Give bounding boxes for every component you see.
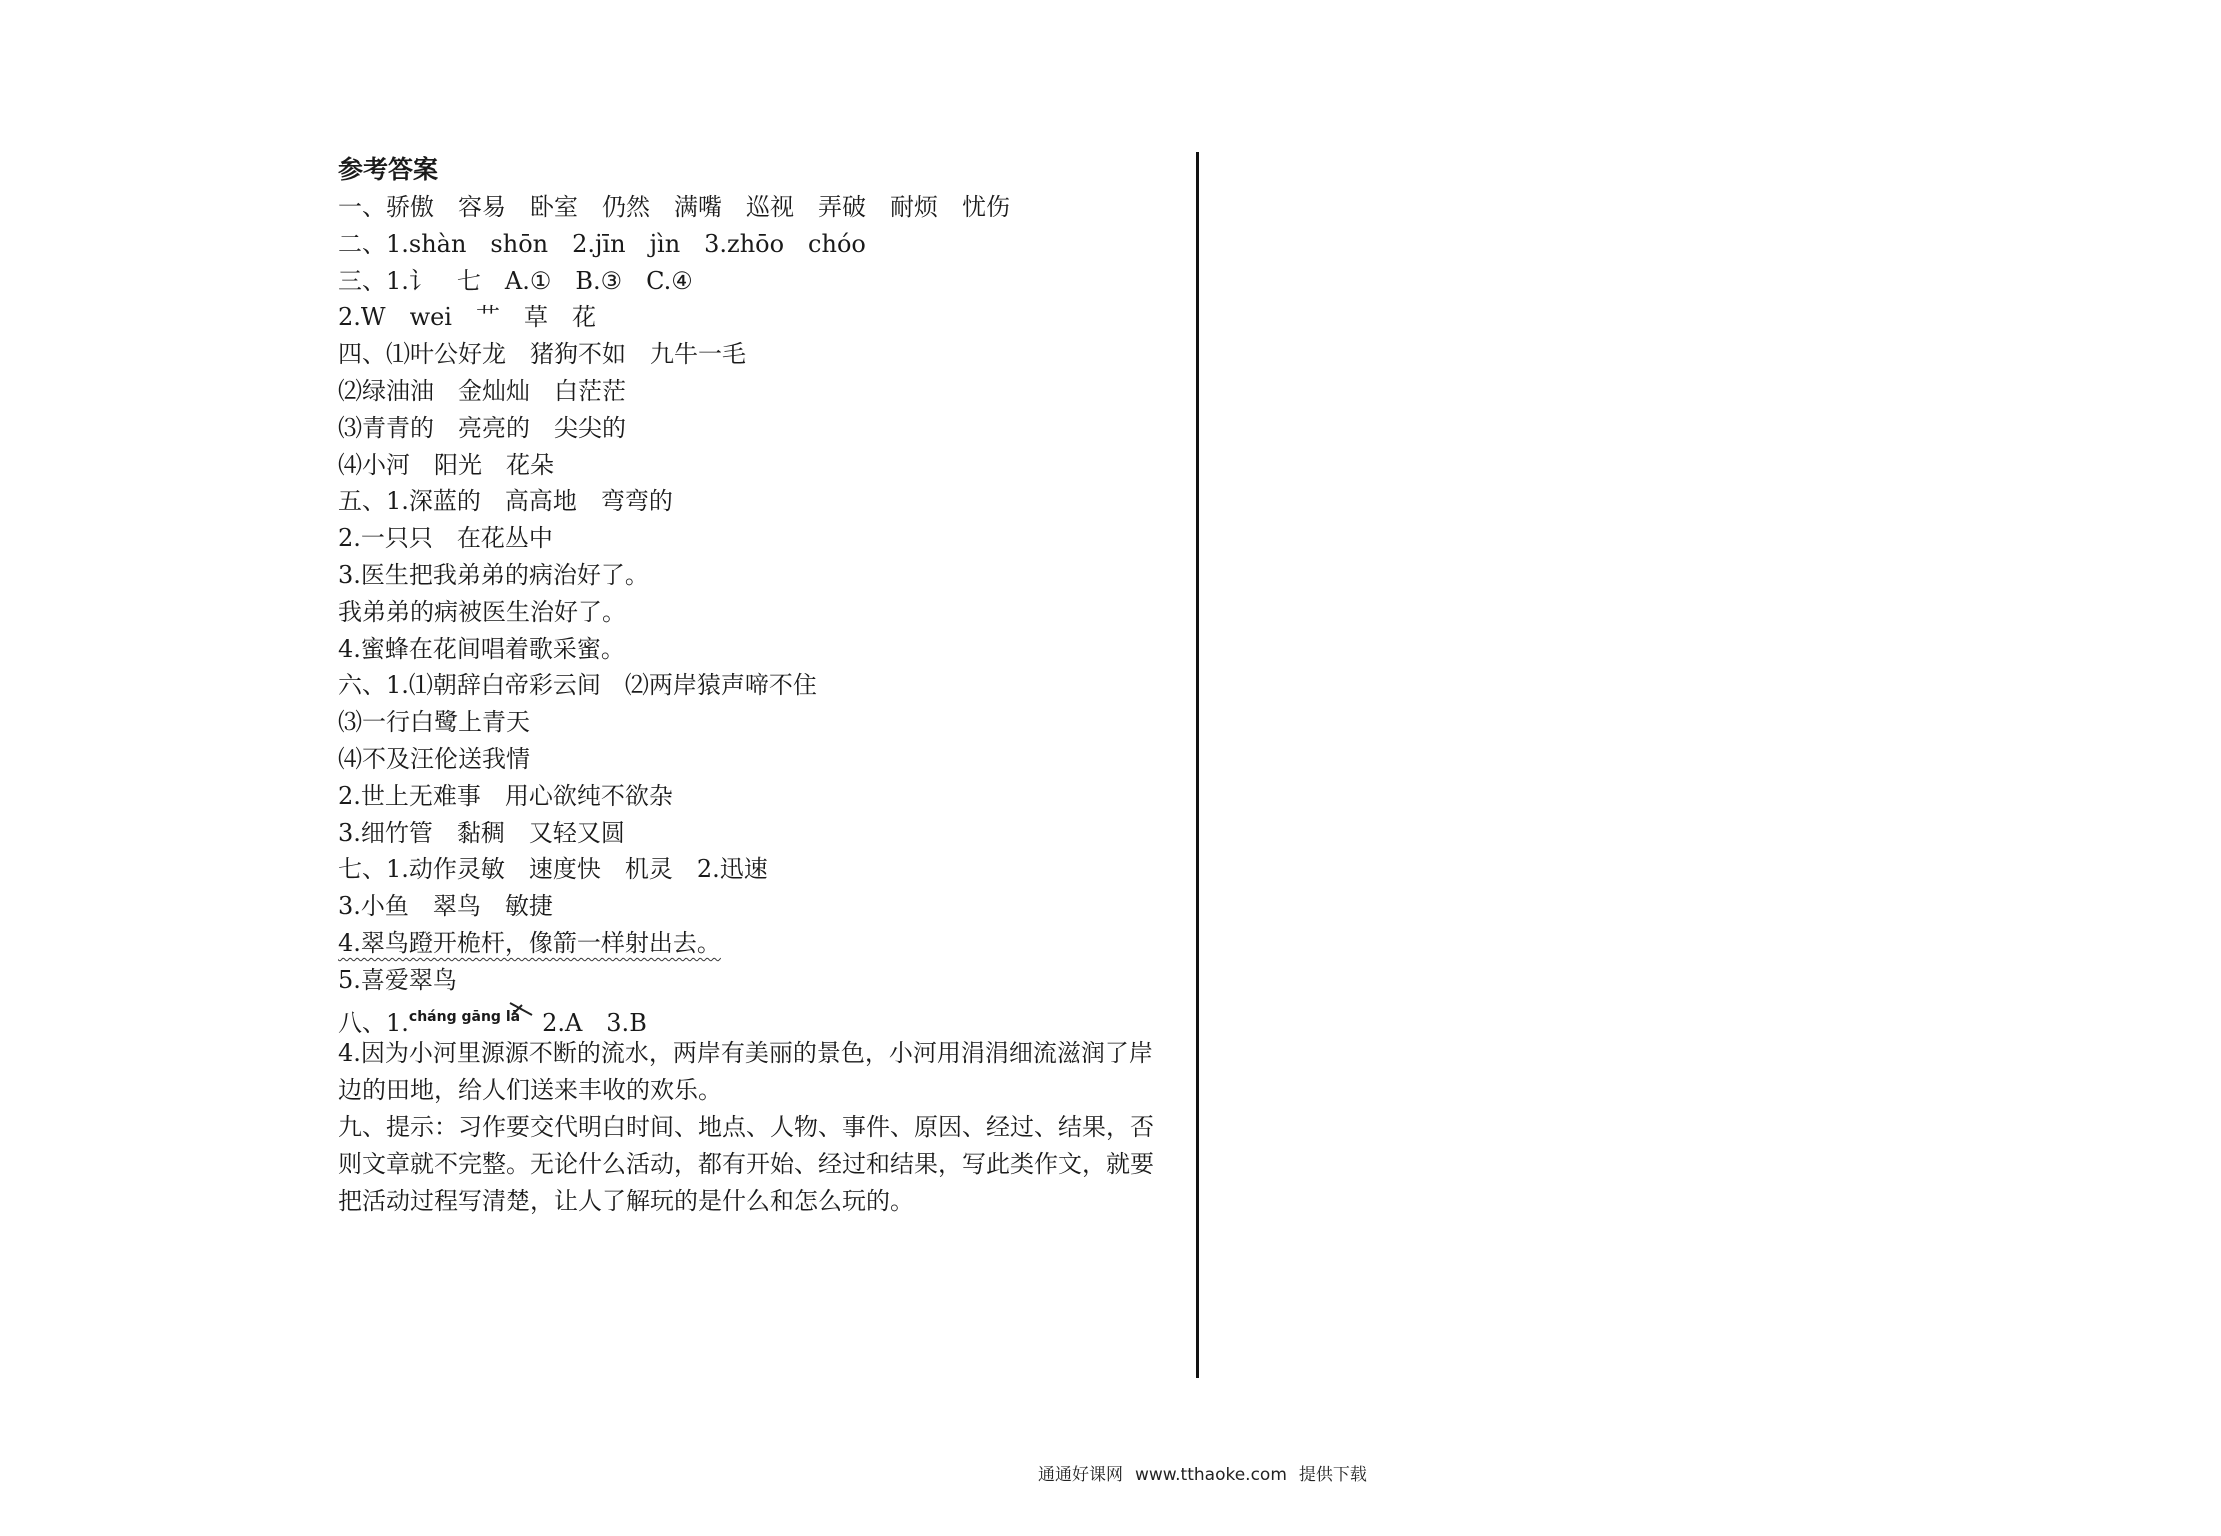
answer-key-heading: 参考答案 [338, 155, 439, 184]
answer-key [338, 152, 1168, 1219]
answer-line-19: 七、1.动作灵敏 速度快 机灵 2.迅速 [338, 855, 768, 884]
answer-line-13: 4.蜜蜂在花间唱着歌采蜜。 [338, 634, 625, 663]
answer-line-5: 四、⑴叶公好龙 猪狗不如 九牛一毛 [338, 340, 746, 369]
answer-paragraph-9: 九、提示：习作要交代明白时间、地点、人物、事件、原因、经过、结果，否则文章就不完整。无论什么活动，都有开始、经过和结果，写此类作文，就要把活动过程写清楚，让人了解玩的是什么和怎么玩的。 [338, 1112, 1154, 1215]
footer-action: 提供下载 [1298, 1465, 1367, 1485]
answer-line-11: 3.医生把我弟弟的病治好了。 [338, 560, 649, 589]
answer-line-4: 2.W wei 艹 草 花 [338, 303, 596, 332]
answer-line-10: 2.一只只 在花丛中 [338, 524, 553, 553]
answer-line-14: 六、1.⑴朝辞白帝彩云间 ⑵两岸猿声啼不住 [338, 671, 817, 700]
footer-site-name: 通通好课网 [1038, 1465, 1123, 1485]
answer-line-9: 五、1.深蓝的 高高地 弯弯的 [338, 487, 673, 516]
answer-line-15: ⑶一行白鹭上青天 [338, 708, 530, 737]
answer-line-22: 5.喜爱翠鸟 [338, 965, 457, 994]
answer-paragraph-4: 4.因为小河里源源不断的流水，两岸有美丽的景色，小河用涓涓细流滋润了岸边的田地，给人们送来丰收的欢乐。 [338, 1039, 1153, 1105]
column-divider [1196, 152, 1199, 1378]
line-eight-prefix: 八、1. [338, 1008, 409, 1037]
answer-line-20: 3.小鱼 翠鸟 敏捷 [338, 892, 553, 921]
answer-line-1: 一、骄傲 容易 卧室 仍然 满嘴 巡视 弄破 耐烦 忧伤 [338, 193, 1010, 221]
answer-line-2: 二、1.shàn shōn 2.jīn jìn 3.zhōo chóo [338, 229, 866, 258]
answer-line-18: 3.细竹管 黏稠 又轻又圆 [338, 818, 625, 847]
line-eight-rest: 2.A 3.B [542, 1008, 647, 1037]
answer-line-16: ⑷不及汪伦送我情 [338, 744, 530, 773]
pinyin-annotation [409, 999, 520, 1036]
footer-credit [1032, 1460, 1373, 1485]
pinyin-text: cháng gāng lā [408, 1008, 521, 1025]
answer-line-21 [338, 925, 1168, 962]
answer-line-8: ⑷小河 阳光 花朵 [338, 450, 554, 479]
answer-line-23 [338, 999, 1168, 1036]
wavy-underlined-answer: 4.翠鸟蹬开桅杆，像箭一样射出去。 [338, 928, 721, 957]
answer-line-7: ⑶青青的 亮亮的 尖尖的 [338, 413, 626, 442]
answer-line-12: 我弟弟的病被医生治好了。 [338, 597, 626, 626]
answer-line-3: 三、1.讠 七 A.① B.③ C.④ [338, 266, 693, 295]
footer-url[interactable]: www.tthaoke.com [1135, 1465, 1287, 1485]
answer-line-6: ⑵绿油油 金灿灿 白茫茫 [338, 376, 626, 405]
answer-line-17: 2.世上无难事 用心欲纯不欲杂 [338, 781, 673, 810]
